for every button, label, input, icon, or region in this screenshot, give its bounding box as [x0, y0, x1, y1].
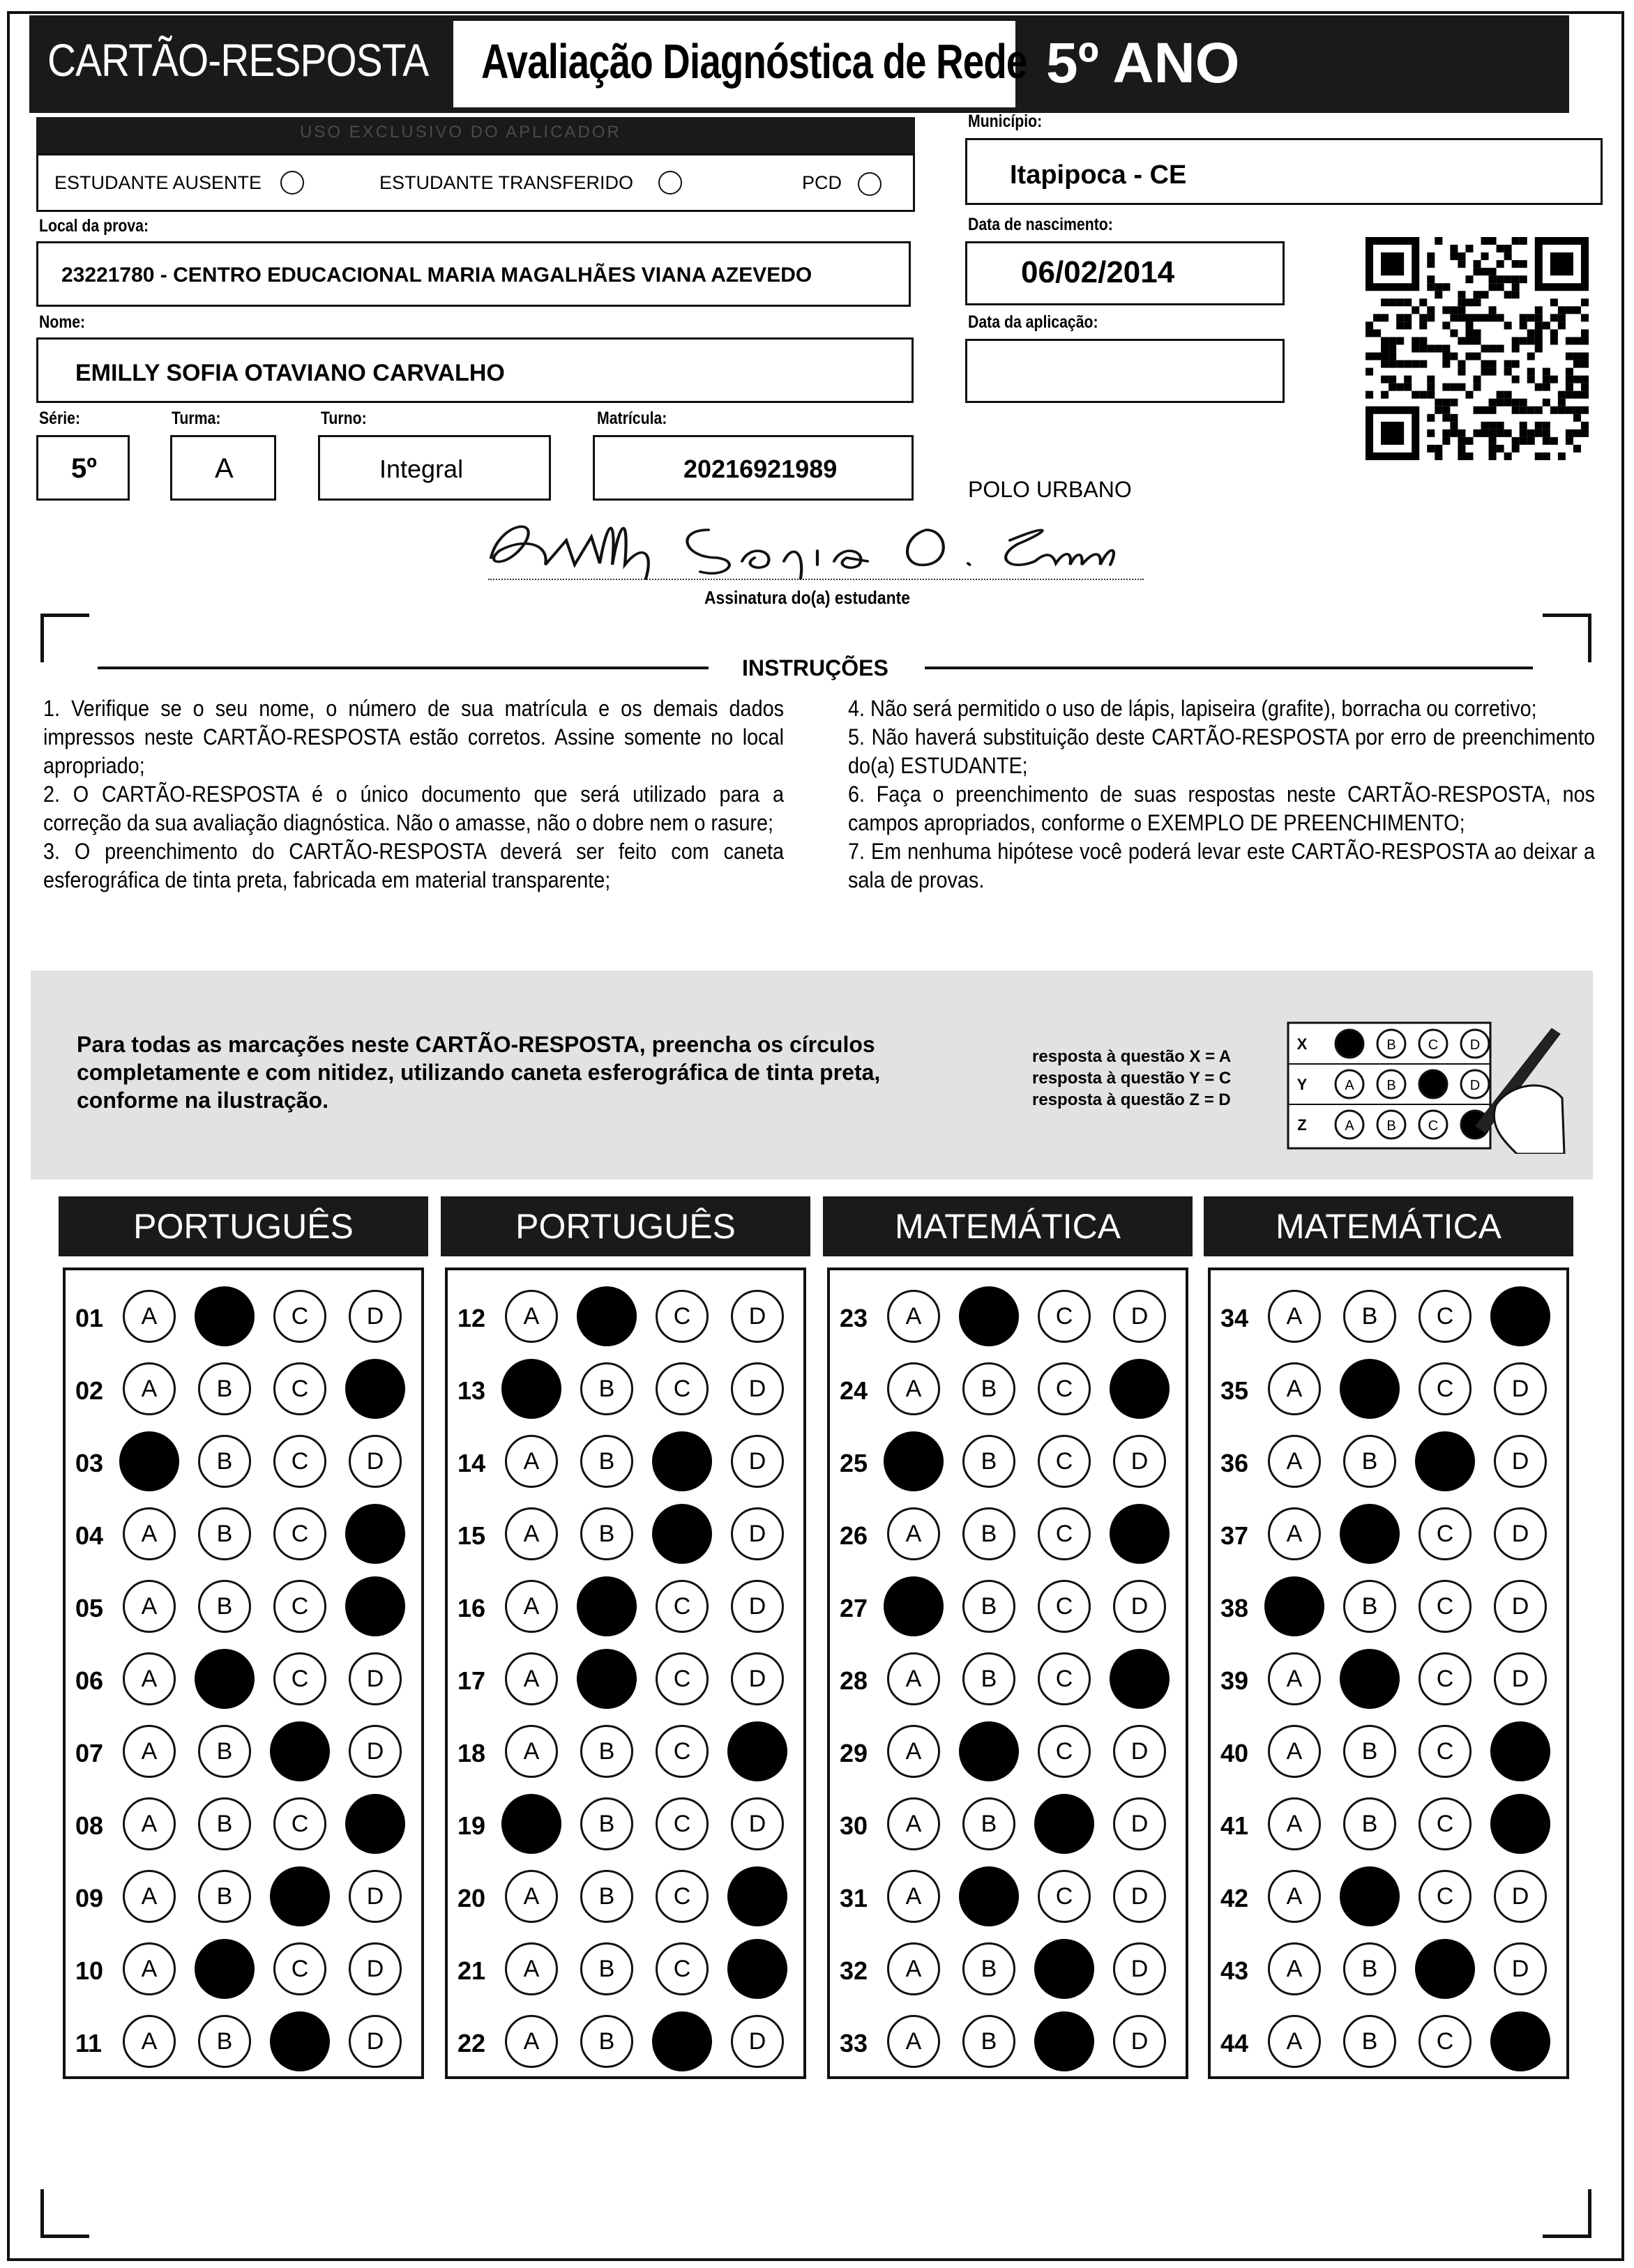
question-number: 27	[840, 1594, 868, 1622]
question-number: 10	[75, 1956, 104, 1985]
answer-bubble[interactable]: B	[580, 1725, 633, 1778]
answer-bubble[interactable]: C	[1419, 1652, 1472, 1705]
answer-bubble[interactable]: D	[1113, 1580, 1166, 1633]
section-title: PORTUGUÊS	[441, 1196, 810, 1256]
question-number: 23	[840, 1304, 868, 1332]
answer-bubble[interactable]: C	[1038, 1870, 1091, 1923]
answer-bubble[interactable]: A	[1268, 2015, 1321, 2068]
answer-bubble-filled[interactable]	[345, 1794, 405, 1854]
answer-bubble[interactable]: D	[1113, 1797, 1166, 1850]
answer-bubble[interactable]: C	[1038, 1580, 1091, 1633]
question-number: 36	[1220, 1449, 1249, 1477]
answer-bubble[interactable]: A	[1268, 1435, 1321, 1488]
answer-bubble[interactable]: C	[656, 1580, 709, 1633]
answer-bubble[interactable]: A	[123, 1725, 176, 1778]
question-number: 24	[840, 1376, 868, 1405]
answer-bubble-filled[interactable]	[119, 1431, 179, 1491]
grade-title: 5º ANO	[1046, 31, 1240, 95]
question-number: 03	[75, 1449, 104, 1477]
municipio-label: Município:	[968, 112, 1043, 131]
signature-caption: Assinatura do(a) estudante	[704, 587, 910, 608]
answer-bubble[interactable]: D	[731, 1362, 784, 1415]
municipio-value: Itapipoca - CE	[1010, 160, 1187, 190]
aplicacao-box	[965, 339, 1285, 403]
question-number: 29	[840, 1739, 868, 1767]
answer-bubble[interactable]: D	[349, 2015, 402, 2068]
answer-bubble-filled[interactable]	[1034, 2011, 1094, 2071]
question-number: 33	[840, 2029, 868, 2057]
question-number: 07	[75, 1739, 104, 1767]
answer-bubble-filled[interactable]	[959, 1286, 1019, 1346]
answer-bubble[interactable]: B	[962, 1362, 1015, 1415]
answer-bubble[interactable]: C	[1038, 1725, 1091, 1778]
answer-bubble[interactable]: C	[273, 1362, 326, 1415]
filling-example-message: Para todas as marcações neste CARTÃO-RESPOSTA, preencha os círculos completamente e com nitidez, utilizando caneta esferográfica de tinta preta, conforme na ilustração.	[77, 1032, 881, 1113]
answer-bubble[interactable]: D	[1494, 1942, 1547, 1995]
answer-bubble[interactable]: C	[1038, 1435, 1091, 1488]
answer-bubble[interactable]: A	[887, 1942, 940, 1995]
question-number: 14	[457, 1449, 486, 1477]
question-number: 41	[1220, 1811, 1249, 1840]
section-title: PORTUGUÊS	[59, 1196, 428, 1256]
answer-bubble[interactable]: B	[198, 1870, 251, 1923]
answer-bubble-filled[interactable]	[1110, 1359, 1170, 1419]
example-answer-x: resposta à questão X = A	[1032, 1047, 1232, 1066]
answer-bubble[interactable]: C	[273, 1580, 326, 1633]
answer-bubble[interactable]: B	[580, 1507, 633, 1560]
answer-bubble[interactable]: B	[1343, 1797, 1396, 1850]
answer-bubble[interactable]: B	[1343, 1942, 1396, 1995]
answer-bubble[interactable]: A	[123, 1870, 176, 1923]
answer-bubble[interactable]: D	[731, 1580, 784, 1633]
question-number: 21	[457, 1956, 486, 1985]
answer-bubble[interactable]: C	[656, 1870, 709, 1923]
answer-bubble[interactable]: B	[962, 2015, 1015, 2068]
answer-bubble-filled[interactable]	[884, 1576, 944, 1636]
answer-bubble[interactable]: C	[273, 1507, 326, 1560]
answer-bubble[interactable]: A	[887, 1362, 940, 1415]
question-number: 42	[1220, 1884, 1249, 1912]
answer-bubble[interactable]: A	[123, 1652, 176, 1705]
answer-bubble[interactable]: A	[1268, 1290, 1321, 1343]
answer-bubble[interactable]: A	[887, 1652, 940, 1705]
hand-icon	[1494, 1086, 1564, 1154]
answer-bubble-filled[interactable]	[1034, 1939, 1094, 1999]
absent-circle[interactable]	[280, 171, 304, 195]
answer-bubble[interactable]: C	[273, 1942, 326, 1995]
question-number: 22	[457, 2029, 486, 2057]
answer-bubble[interactable]: B	[580, 1797, 633, 1850]
qr-code	[1366, 237, 1589, 460]
answer-bubble[interactable]: C	[1038, 1290, 1091, 1343]
section-title: MATEMÁTICA	[823, 1196, 1193, 1256]
answer-bubble-filled[interactable]	[1340, 1504, 1400, 1564]
applicator-bar-label: USO EXCLUSIVO DO APLICADOR	[300, 123, 621, 142]
answer-bubble-filled[interactable]	[1110, 1504, 1170, 1564]
answer-bubble[interactable]: B	[962, 1797, 1015, 1850]
answer-bubble[interactable]: C	[656, 1942, 709, 1995]
answer-bubble[interactable]: C	[1419, 1362, 1472, 1415]
answer-bubble-filled[interactable]	[652, 1504, 712, 1564]
answer-bubble[interactable]: D	[731, 1290, 784, 1343]
question-number: 06	[75, 1666, 104, 1695]
question-number: 25	[840, 1449, 868, 1477]
instruction-item: 7. Em nenhuma hipótese você poderá levar este CARTÃO-RESPOSTA ao deixar a sala de provas.	[848, 839, 1595, 892]
answer-bubble-filled[interactable]	[270, 1866, 330, 1926]
turno-label: Turno:	[321, 409, 367, 428]
question-number: 35	[1220, 1376, 1249, 1405]
answer-bubble[interactable]: A	[505, 1870, 558, 1923]
answer-bubble[interactable]: C	[656, 1362, 709, 1415]
question-number: 38	[1220, 1594, 1249, 1622]
instruction-item: 6. Faça o preenchimento de suas respostas neste CARTÃO-RESPOSTA, nos campos apropriados, conforme o EXEMPLO DE PREENCHIMENTO;	[848, 782, 1595, 835]
answer-bubble-filled[interactable]	[345, 1576, 405, 1636]
question-number: 04	[75, 1521, 104, 1550]
question-number: 16	[457, 1594, 486, 1622]
question-number: 15	[457, 1521, 486, 1550]
answer-bubble[interactable]: A	[887, 1507, 940, 1560]
question-number: 43	[1220, 1956, 1249, 1985]
answer-bubble[interactable]: A	[123, 1942, 176, 1995]
answer-bubble[interactable]: A	[1268, 1797, 1321, 1850]
corner-mark-bottom-right	[1543, 2189, 1591, 2238]
question-number: 39	[1220, 1666, 1249, 1695]
signature-line	[488, 579, 1144, 580]
question-number: 20	[457, 1884, 486, 1912]
answer-bubble[interactable]: B	[198, 1435, 251, 1488]
answer-bubble[interactable]: A	[505, 1652, 558, 1705]
question-number: 31	[840, 1884, 868, 1912]
local-value: 23221780 - CENTRO EDUCACIONAL MARIA MAGALHÃES VIANA AZEVEDO	[61, 264, 812, 287]
answer-bubble[interactable]: B	[962, 1507, 1015, 1560]
question-number: 11	[75, 2029, 103, 2057]
answer-bubble[interactable]: A	[1268, 1362, 1321, 1415]
answer-bubble-filled[interactable]	[1490, 1721, 1550, 1781]
answer-bubble[interactable]: C	[273, 1290, 326, 1343]
aplicacao-label: Data da aplicação:	[968, 312, 1098, 332]
question-number: 08	[75, 1811, 104, 1840]
answer-bubble[interactable]: D	[1494, 1870, 1547, 1923]
answer-bubble[interactable]: B	[962, 1652, 1015, 1705]
answer-bubble[interactable]: B	[962, 1942, 1015, 1995]
question-number: 12	[457, 1304, 486, 1332]
answer-bubble[interactable]: D	[1113, 1725, 1166, 1778]
section-title: MATEMÁTICA	[1204, 1196, 1573, 1256]
filling-example-grid	[1287, 1021, 1566, 1154]
example-row-label: X	[1296, 1035, 1308, 1053]
nome-value: EMILLY SOFIA OTAVIANO CARVALHO	[75, 360, 505, 386]
question-number: 18	[457, 1739, 486, 1767]
answer-bubble-filled[interactable]	[1340, 1866, 1400, 1926]
question-number: 34	[1220, 1304, 1249, 1332]
instructions-title: INSTRUÇÕES	[742, 655, 888, 680]
answer-bubble-filled[interactable]	[727, 1939, 787, 1999]
answer-bubble-filled[interactable]	[1490, 1794, 1550, 1854]
answer-bubble[interactable]: C	[1419, 1580, 1472, 1633]
instructions-rule-left	[98, 667, 709, 669]
answer-bubble[interactable]: D	[349, 1652, 402, 1705]
nascimento-value: 06/02/2014	[1021, 255, 1175, 289]
answer-bubble[interactable]: B	[1343, 1725, 1396, 1778]
answer-bubble[interactable]: C	[1419, 1725, 1472, 1778]
answer-bubble-filled[interactable]	[959, 1721, 1019, 1781]
example-answer-z: resposta à questão Z = D	[1032, 1090, 1231, 1109]
pcd-circle[interactable]	[858, 172, 882, 196]
answer-bubble[interactable]: D	[1494, 1507, 1547, 1560]
sheet-title: CARTÃO-RESPOSTA	[47, 34, 429, 86]
answer-bubble-filled[interactable]	[577, 1649, 637, 1709]
answer-bubble-filled[interactable]	[270, 1721, 330, 1781]
signature-scribble	[474, 502, 1127, 586]
answer-bubble-filled[interactable]	[270, 2011, 330, 2071]
answer-bubble-filled[interactable]	[884, 1431, 944, 1491]
answer-bubble[interactable]: B	[198, 1362, 251, 1415]
example-bubble-letter: C	[1428, 1037, 1439, 1053]
question-number: 30	[840, 1811, 868, 1840]
example-row-label: Y	[1296, 1076, 1308, 1093]
answer-bubble[interactable]: B	[1343, 1580, 1396, 1633]
answer-bubble[interactable]: C	[1038, 1507, 1091, 1560]
nome-label: Nome:	[39, 312, 86, 332]
answer-bubble[interactable]: A	[887, 2015, 940, 2068]
answer-bubble[interactable]: D	[349, 1435, 402, 1488]
matricula-label: Matrícula:	[597, 409, 667, 428]
answer-bubble[interactable]: C	[1419, 2015, 1472, 2068]
question-number: 28	[840, 1666, 868, 1695]
answer-bubble[interactable]: D	[731, 1797, 784, 1850]
nascimento-label: Data de nascimento:	[968, 215, 1113, 234]
answer-bubble[interactable]: B	[198, 2015, 251, 2068]
answer-bubble[interactable]: C	[1038, 1362, 1091, 1415]
answer-bubble[interactable]: C	[1419, 1797, 1472, 1850]
answer-bubble[interactable]: C	[1038, 1652, 1091, 1705]
example-bubble-letter: B	[1386, 1037, 1396, 1053]
pcd-label: PCD	[802, 172, 842, 193]
answer-bubble[interactable]: D	[1494, 1652, 1547, 1705]
answer-bubble[interactable]: A	[1268, 1507, 1321, 1560]
answer-bubble[interactable]: A	[505, 1435, 558, 1488]
answer-bubble[interactable]: D	[1113, 1942, 1166, 1995]
answer-bubble[interactable]: A	[887, 1725, 940, 1778]
answer-bubble[interactable]: A	[887, 1870, 940, 1923]
answer-bubble-filled[interactable]	[501, 1359, 561, 1419]
answer-bubble[interactable]: B	[198, 1580, 251, 1633]
answer-bubble[interactable]: A	[887, 1797, 940, 1850]
answer-bubble[interactable]: B	[198, 1797, 251, 1850]
answer-bubble-filled[interactable]	[959, 1866, 1019, 1926]
instruction-item: 1. Verifique se o seu nome, o número de sua matrícula e os demais dados impressos neste CARTÃO-RESPOSTA estão corretos. Assine somente no local apropriado;	[43, 696, 784, 778]
question-number: 37	[1220, 1521, 1249, 1550]
corner-mark-top-left	[40, 614, 89, 662]
transferred-circle[interactable]	[658, 171, 682, 195]
answer-bubble[interactable]: A	[123, 1797, 176, 1850]
answer-bubble[interactable]: B	[1343, 1290, 1396, 1343]
answer-bubble[interactable]: D	[349, 1870, 402, 1923]
instructions-rule-right	[925, 667, 1533, 669]
answer-bubble-filled[interactable]	[727, 1866, 787, 1926]
corner-mark-bottom-left	[40, 2189, 89, 2238]
answer-bubble[interactable]: A	[123, 1362, 176, 1415]
turma-label: Turma:	[172, 409, 221, 428]
example-bubble	[1336, 1030, 1363, 1058]
answer-bubble[interactable]: D	[1113, 1870, 1166, 1923]
answer-bubble[interactable]: D	[1113, 1290, 1166, 1343]
question-number: 09	[75, 1884, 104, 1912]
exam-title: Avaliação Diagnóstica de Rede	[481, 34, 1027, 89]
answer-bubble[interactable]: C	[656, 1290, 709, 1343]
student-signature	[474, 502, 1127, 586]
answer-bubble-filled[interactable]	[1490, 1286, 1550, 1346]
answer-bubble-filled[interactable]	[577, 1286, 637, 1346]
answer-bubble[interactable]: C	[1419, 1507, 1472, 1560]
answer-bubble[interactable]: A	[887, 1290, 940, 1343]
answer-bubble-filled[interactable]	[345, 1504, 405, 1564]
answer-bubble[interactable]: B	[580, 1942, 633, 1995]
instruction-item: 5. Não haverá substituição deste CARTÃO-RESPOSTA por erro de preenchimento do(a) ESTUDANTE;	[848, 724, 1595, 778]
corner-mark-top-right	[1543, 614, 1591, 662]
answer-bubble[interactable]: B	[962, 1435, 1015, 1488]
question-number: 40	[1220, 1739, 1249, 1767]
polo-label: POLO URBANO	[968, 477, 1132, 502]
example-bubble-letter: A	[1345, 1118, 1354, 1134]
answer-bubble[interactable]: A	[505, 2015, 558, 2068]
answer-bubble-filled[interactable]	[727, 1721, 787, 1781]
answer-bubble[interactable]: A	[123, 1290, 176, 1343]
matricula-value: 20216921989	[683, 455, 838, 483]
answer-bubble[interactable]: C	[656, 1652, 709, 1705]
absent-label: ESTUDANTE AUSENTE	[54, 172, 262, 193]
example-bubble-letter: A	[1345, 1078, 1354, 1093]
answer-bubble-filled[interactable]	[1034, 1794, 1094, 1854]
question-number: 05	[75, 1594, 104, 1622]
instructions-right-column	[848, 694, 1595, 895]
serie-value: 5º	[71, 453, 97, 484]
answer-bubble[interactable]: B	[1343, 2015, 1396, 2068]
answer-bubble[interactable]: A	[505, 1725, 558, 1778]
answer-bubble-filled[interactable]	[195, 1939, 255, 1999]
answer-bubble[interactable]: D	[1494, 1435, 1547, 1488]
instruction-item: 4. Não será permitido o uso de lápis, lapiseira (grafite), borracha ou corretivo;	[848, 696, 1537, 721]
answer-bubble-filled[interactable]	[1490, 2011, 1550, 2071]
answer-bubble[interactable]: B	[198, 1725, 251, 1778]
answer-bubble[interactable]: B	[580, 1362, 633, 1415]
question-number: 44	[1220, 2029, 1249, 2057]
answer-bubble[interactable]: B	[1343, 1435, 1396, 1488]
local-label: Local da prova:	[39, 216, 149, 236]
instruction-item: 3. O preenchimento do CARTÃO-RESPOSTA deverá ser feito com caneta esferográfica de tinta preta, fabricada em material transparente;	[43, 839, 784, 892]
answer-bubble[interactable]: D	[731, 1435, 784, 1488]
answer-bubble[interactable]: A	[1268, 1652, 1321, 1705]
answer-bubble-filled[interactable]	[1340, 1649, 1400, 1709]
answer-bubble[interactable]: B	[962, 1580, 1015, 1633]
turma-value: A	[215, 453, 234, 484]
answer-bubble[interactable]: D	[731, 2015, 784, 2068]
question-number: 13	[457, 1376, 486, 1405]
answer-bubble[interactable]: B	[580, 2015, 633, 2068]
answer-bubble-filled[interactable]	[1264, 1576, 1324, 1636]
answer-bubble[interactable]: A	[123, 1507, 176, 1560]
answer-bubble[interactable]: C	[273, 1652, 326, 1705]
question-number: 26	[840, 1521, 868, 1550]
answer-bubble[interactable]: A	[505, 1942, 558, 1995]
answer-bubble-filled[interactable]	[1340, 1359, 1400, 1419]
answer-bubble[interactable]: A	[123, 1580, 176, 1633]
example-row-label: Z	[1297, 1116, 1307, 1134]
question-number: 17	[457, 1666, 486, 1695]
answer-bubble[interactable]: D	[1113, 2015, 1166, 2068]
answer-bubble-filled[interactable]	[501, 1794, 561, 1854]
answer-bubble-filled[interactable]	[652, 1431, 712, 1491]
answer-bubble[interactable]: C	[1419, 1870, 1472, 1923]
turno-value: Integral	[379, 455, 464, 483]
instruction-item: 2. O CARTÃO-RESPOSTA é o único documento que será utilizado para a correção da sua avaliação diagnóstica. Não o amasse, não o dobre nem o rasure;	[43, 782, 784, 835]
question-number: 02	[75, 1376, 104, 1405]
answer-bubble[interactable]: C	[273, 1435, 326, 1488]
answer-bubble[interactable]: A	[505, 1580, 558, 1633]
question-number: 32	[840, 1956, 868, 1985]
transferred-label: ESTUDANTE TRANSFERIDO	[379, 172, 634, 193]
answer-bubble[interactable]: C	[656, 1797, 709, 1850]
example-answer-y: resposta à questão Y = C	[1032, 1069, 1232, 1088]
example-bubble	[1419, 1070, 1447, 1098]
answer-bubble[interactable]: D	[349, 1725, 402, 1778]
answer-bubble[interactable]: D	[349, 1290, 402, 1343]
answer-bubble[interactable]: C	[656, 1725, 709, 1778]
instructions-left-column	[43, 694, 784, 895]
answer-bubble-filled[interactable]	[652, 2011, 712, 2071]
answer-bubble[interactable]: A	[123, 2015, 176, 2068]
answer-bubble[interactable]: C	[273, 1797, 326, 1850]
answer-bubble[interactable]: A	[1268, 1942, 1321, 1995]
answer-bubble[interactable]: B	[198, 1507, 251, 1560]
answer-bubble[interactable]: B	[580, 1435, 633, 1488]
answer-bubble[interactable]: D	[731, 1507, 784, 1560]
answer-bubble-filled[interactable]	[1415, 1939, 1475, 1999]
filling-example-answers	[1032, 1046, 1231, 1111]
answer-bubble[interactable]: D	[349, 1942, 402, 1995]
example-bubble-letter: B	[1386, 1118, 1396, 1134]
answer-bubble-filled[interactable]	[195, 1286, 255, 1346]
answer-bubble[interactable]: A	[1268, 1870, 1321, 1923]
answer-bubble[interactable]: A	[505, 1507, 558, 1560]
answer-bubble[interactable]: D	[731, 1652, 784, 1705]
answer-bubble-filled[interactable]	[345, 1359, 405, 1419]
answer-bubble-filled[interactable]	[1415, 1431, 1475, 1491]
question-number: 01	[75, 1304, 104, 1332]
answer-bubble[interactable]: D	[1113, 1435, 1166, 1488]
answer-bubble[interactable]: A	[1268, 1725, 1321, 1778]
answer-bubble[interactable]: D	[1494, 1362, 1547, 1415]
answer-bubble[interactable]: B	[580, 1870, 633, 1923]
serie-label: Série:	[39, 409, 81, 428]
answer-bubble-filled[interactable]	[1110, 1649, 1170, 1709]
answer-bubble[interactable]: C	[1419, 1290, 1472, 1343]
answer-bubble[interactable]: D	[1494, 1580, 1547, 1633]
answer-bubble[interactable]: A	[505, 1290, 558, 1343]
example-bubble-letter: B	[1386, 1078, 1396, 1093]
answer-bubble-filled[interactable]	[577, 1576, 637, 1636]
question-number: 19	[457, 1811, 486, 1840]
example-bubble-letter: C	[1428, 1118, 1439, 1134]
example-bubble-letter: D	[1469, 1037, 1481, 1053]
example-bubble-letter: D	[1469, 1078, 1481, 1093]
answer-bubble-filled[interactable]	[195, 1649, 255, 1709]
